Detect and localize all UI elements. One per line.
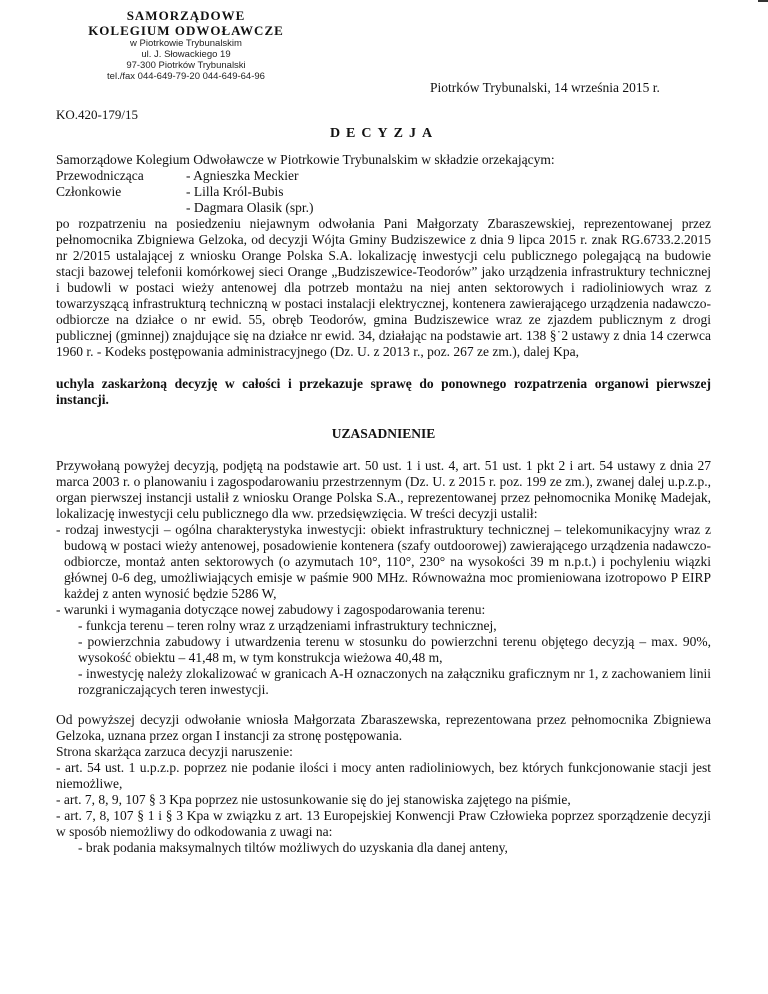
panel-row-rapporteur: [56, 200, 711, 216]
panel-member: - Agnieszka Meckier: [186, 168, 299, 183]
list-item: - warunki i wymagania dotyczące nowej zabudowy i zagospodarowania terenu:: [56, 602, 486, 617]
letterhead-phone: tel./fax 044-649-79-20 044-649-64-96: [107, 71, 265, 82]
appeal-paragraph: Od powyższej decyzji odwołanie wniosła Małgorzata Zbaraszewska, reprezentowana przez pełnomocnika Zbigniewa Gelzoka, uznana przez organ I instancji za stronę postępowania.: [56, 712, 711, 743]
letterhead: [56, 8, 316, 82]
sub-list-item: - brak podania maksymalnych tiltów możliwych do uzyskania dla danej anteny,: [78, 840, 508, 855]
place-and-date: Piotrków Trybunalski, 14 września 2015 r.: [430, 80, 660, 95]
panel-member: - Lilla Król-Bubis: [186, 184, 284, 199]
letterhead-address-line3: 97-300 Piotrków Trybunalski: [126, 60, 246, 71]
panel-role: Członkowie: [56, 184, 122, 199]
document-title: DECYZJA: [329, 126, 439, 141]
list-item: - art. 7, 8, 9, 107 § 3 Kpa poprzez nie ustosunkowanie się do jej stanowiska zajętego na piśmie,: [56, 792, 571, 807]
justification-paragraph: Przywołaną powyżej decyzją, podjętą na podstawie art. 50 ust. 1 i ust. 4, art. 51 ust. 1 pkt 2 i art. 54 ustawy z dnia 27 marca 2003 r. o planowaniu i zagospodarowaniu przestrzennym (Dz. U. z 2015 r. poz. 199 ze zm.), zwanej dalej u.p.z.p., organ pierwszej instancji ustalił z wniosku Orange Polska S.A., reprezentowanej przez pełnomocnika Monikę Madejak, lokalizację inwestycji celu publicznego dla ww. przedsięwzięcia. W treści decyzji ustalił:: [56, 458, 711, 521]
letterhead-name-line1: SAMORZĄDOWE: [126, 8, 246, 23]
appeal-intro: Strona skarżąca zarzuca decyzji naruszenie:: [56, 744, 293, 759]
letterhead-address-line1: w Piotrkowie Trybunalskim: [130, 38, 242, 49]
sub-list-item: - powierzchnia zabudowy i utwardzenia terenu w stosunku do powierzchni terenu objętego decyzją – max. 90%, wysokość obiektu – 41,48 m, w tym konstrukcja wieżowa 40,48 m,: [78, 634, 711, 665]
considering-paragraph: po rozpatrzeniu na posiedzeniu niejawnym odwołania Pani Małgorzaty Zbaraszewskiej, reprezentowanej przez pełnomocnika Zbigniewa Gelzoka, od decyzji Wójta Gminy Budziszewice z dnia 9 lipca 2015 r. znak RG.6733.2.2015 nr 2/2015 ustalającej z wniosku Orange Polska S.A. lokalizację inwestycji celu publicznego polegającą na budowie stacji bazowej telefonii komórkowej sieci Orange „Budziszewice-Teodorów” jako urządzenia infrastruktury technicznej i budowli w postaci wieży antenowej dla potrzeb montażu na niej anten sektorowych i radioliniowych wraz z towarzyszącą infrastrukturą techniczną w postaci instalacji elektrycznej, kontenera zawierającego urządzenia nadawczo-odbiorcze na działce o nr ewid. 55, obręb Teodorów, gmina Budziszewice wraz ze zjazdem publicznym z drogi publicznej (gminnej) znajdujące się na działce nr ewid. 34, działając na podstawie art. 138 §˙2 ustawy z dnia 14 czerwca 1960 r. - Kodeks postępowania administracyjnego (Dz. U. z 2013 r., poz. 267 ze zm.), dalej Kpa,: [56, 216, 711, 359]
decision-section: [56, 152, 711, 856]
reference-number: KO.420-179/15: [56, 107, 138, 122]
list-item: - rodzaj inwestycji – ogólna charakterystyka inwestycji: obiekt infrastruktury technicznej – telekomunikacyjny wraz z budową w postaci wieży antenowej, posadowienie kontenera (szafy outdoorowej) zawierającego urządzenia nadawczo-odbiorcze, montaż anten sektorowych (o azymutach 10°, 110°, 230° na wysokości 39 m n.p.t.) i pochyleniu wiązki głównej 0-6 deg, umożliwiających emisje w paśmie 900 MHz. Równoważna moc promieniowana izotropowo P EIRP każdej z anten wynosić będzie 5286 W,: [56, 522, 711, 601]
panel-member: - Dagmara Olasik (spr.): [186, 200, 314, 215]
list-item: - art. 54 ust. 1 u.p.z.p. poprzez nie podanie ilości i mocy anten radioliniowych, bez których funkcjonowanie stacji jest niemożliwe,: [56, 760, 711, 791]
letterhead-address-line2: ul. J. Słowackiego 19: [141, 49, 231, 60]
intro-paragraph: Samorządowe Kolegium Odwoławcze w Piotrkowie Trybunalskim w składzie orzekającym:: [56, 152, 555, 167]
sub-list-item: - funkcja terenu – teren rolny wraz z urządzeniami infrastruktury technicznej,: [78, 618, 497, 633]
panel-role: Przewodnicząca: [56, 168, 144, 183]
sub-list-item: - inwestycję należy zlokalizować w granicach A-H oznaczonych na załączniku graficznym nr 1, z zachowaniem linii rozgraniczających teren inwestycji.: [78, 666, 711, 697]
decision-ruling: uchyla zaskarżoną decyzję w całości i przekazuje sprawę do ponownego rozpatrzenia organowi pierwszej instancji.: [56, 376, 711, 407]
scan-edge-mark: [758, 0, 768, 2]
justification-heading: UZASADNIENIE: [331, 426, 436, 441]
panel-row-members: [56, 184, 711, 200]
list-item: - art. 7, 8, 107 § 1 i § 3 Kpa w związku z art. 13 Europejskiej Konwencji Praw Człowieka poprzez sporządzenie decyzji w sposób niemożliwy do odkodowania z uwagi na:: [56, 808, 711, 839]
panel-row-chair: [56, 168, 711, 184]
letterhead-name-line2: KOLEGIUM ODWOŁAWCZE: [88, 23, 284, 38]
